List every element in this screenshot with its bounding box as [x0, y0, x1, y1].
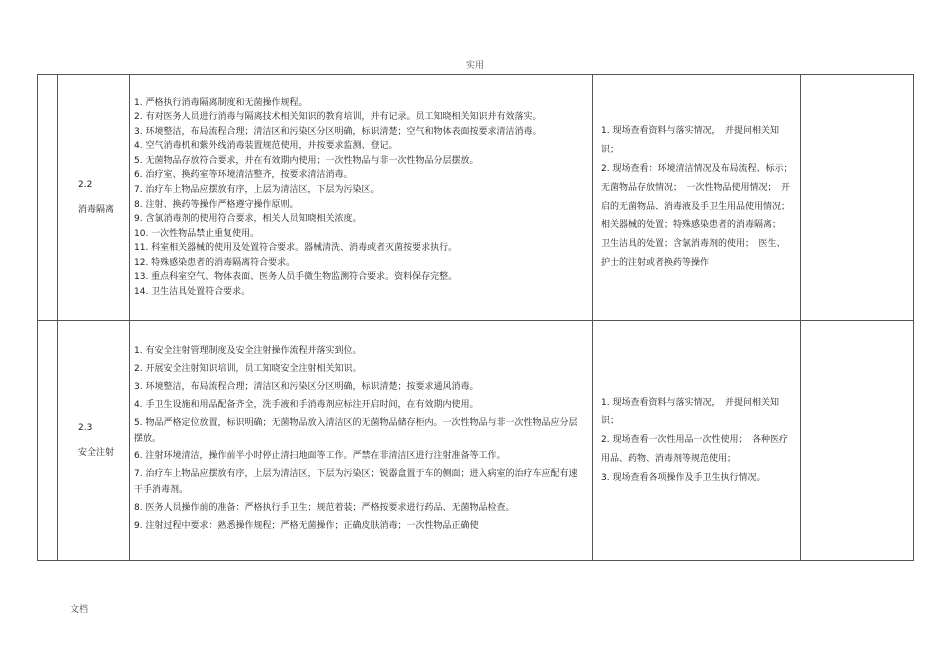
blank-cell	[38, 75, 58, 321]
requirement-item: 11. 科室相关器械的使用及处置符合要求。器械清洗、消毒或者灭菌按要求执行。	[134, 243, 458, 254]
requirement-item: 4. 手卫生设施和用品配备齐全，洗手液和手消毒剂应标注开启时间，在有效期内使用。	[134, 399, 479, 410]
requirement-item: 9. 含氯消毒剂的使用符合要求，相关人员知晓相关浓度。	[134, 214, 362, 225]
inspection-item: 1. 现场查看资料与落实情况， 并提问相关知识；	[601, 126, 779, 156]
score-cell	[801, 321, 914, 561]
inspection-item: 2. 现场查看一次性用品一次性使用； 各种医疗用品、药物、消毒剂等规范使用；	[601, 435, 788, 464]
requirement-item: 1. 有安全注射管理制度及安全注射操作流程并落实到位。	[134, 345, 362, 356]
blank-cell	[38, 321, 58, 561]
table-row	[38, 321, 914, 561]
section-number: 2.3	[78, 423, 93, 434]
requirement-item: 3. 环境整洁，布局流程合理；清洁区和污染区分区明确，标识清楚；空气和物体表面按要求清洁消毒。	[134, 126, 542, 137]
requirement-item: 10. 一次性物品禁止重复使用。	[134, 228, 260, 239]
requirement-item: 12. 特殊感染患者的消毒隔离符合要求。	[134, 257, 296, 268]
section-title: 安全注射	[78, 447, 115, 458]
requirement-item: 3. 环境整洁，布局流程合理；清洁区和污染区分区明确，标识清楚；按要求通风消毒。	[134, 381, 479, 392]
requirements-cell	[130, 321, 593, 561]
requirement-item: 1. 严格执行消毒隔离制度和无菌操作规程。	[134, 97, 308, 108]
inspection-cell	[593, 321, 801, 561]
inspection-item: 2. 现场查看：环境清洁情况及布局流程、标示；无菌物品存放情况； 一次性物品使用情况； 开启的无菌物品、消毒液及手卫生用品使用情况； 相关器械的处置；特殊感染患者的消毒隔离； 卫生洁具的处置；含氯消毒剂的使用； 医生、护士的注射或者换药等操作	[601, 163, 795, 268]
inspection-item: 1. 现场查看资料与落实情况， 并提问相关知识；	[601, 397, 779, 427]
requirement-item: 5. 无菌物品存放符合要求，并在有效期内使用；一次性物品与非一次性物品分层摆放。	[134, 155, 479, 166]
requirement-item: 2. 开展安全注射知识培训，员工知晓安全注射相关知识。	[134, 363, 362, 374]
requirement-item: 13. 重点科室空气、物体表面、医务人员手微生物监测符合要求。资料保存完整。	[134, 272, 458, 283]
page-footer: 文档	[70, 605, 89, 615]
table-row	[38, 75, 914, 321]
requirement-item: 2. 有对医务人员进行消毒与隔离技术相关知识的教育培训，并有记录。员工知晓相关知识并有效落实。	[134, 112, 542, 123]
section-number: 2.2	[78, 180, 93, 191]
inspection-item: 3. 现场查看各项操作及手卫生执行情况。	[601, 472, 766, 483]
requirement-item: 7. 治疗车上物品应摆放有序，上层为清洁区，下层为污染区。	[134, 184, 380, 195]
requirement-item: 5. 物品严格定位放置，标识明确；无菌物品放入清洁区的无菌物品储存柜内。一次性物品与非一次性物品应分层摆放。	[134, 417, 578, 444]
score-cell	[801, 75, 914, 321]
section-title: 消毒隔离	[78, 204, 115, 215]
requirement-item: 14. 卫生洁具处置符合要求。	[134, 286, 251, 297]
inspection-cell	[593, 75, 801, 321]
requirement-item: 8. 注射、换药等操作严格遵守操作原则。	[134, 199, 299, 210]
section-cell	[58, 75, 130, 321]
page-header: 实用	[465, 61, 484, 71]
section-cell	[58, 321, 130, 561]
requirement-item: 9. 注射过程中要求：熟悉操作规程；严格无菌操作；正确皮肤消毒；一次性物品正确使	[134, 521, 479, 532]
requirement-item: 7. 治疗车上物品应摆放有序，上层为清洁区，下层为污染区；锐器盒置于车的侧面；进入病室的治疗车应配有速干手消毒剂。	[134, 469, 578, 496]
requirements-cell	[130, 75, 593, 321]
requirement-item: 6. 注射环境清洁，操作前半小时停止清扫地面等工作。严禁在非清洁区进行注射准备等工作。	[134, 451, 506, 462]
requirement-item: 4. 空气消毒机和紫外线消毒装置规范使用，并按要求监测、登记。	[134, 141, 398, 152]
standards-table	[37, 74, 914, 561]
requirement-item: 8. 医务人员操作前的准备：严格执行手卫生；规范着装；严格按要求进行药品、无菌物品检查。	[134, 503, 515, 514]
requirement-item: 6. 治疗室、换药室等环境清洁整齐，按要求清洁消毒。	[134, 170, 353, 181]
